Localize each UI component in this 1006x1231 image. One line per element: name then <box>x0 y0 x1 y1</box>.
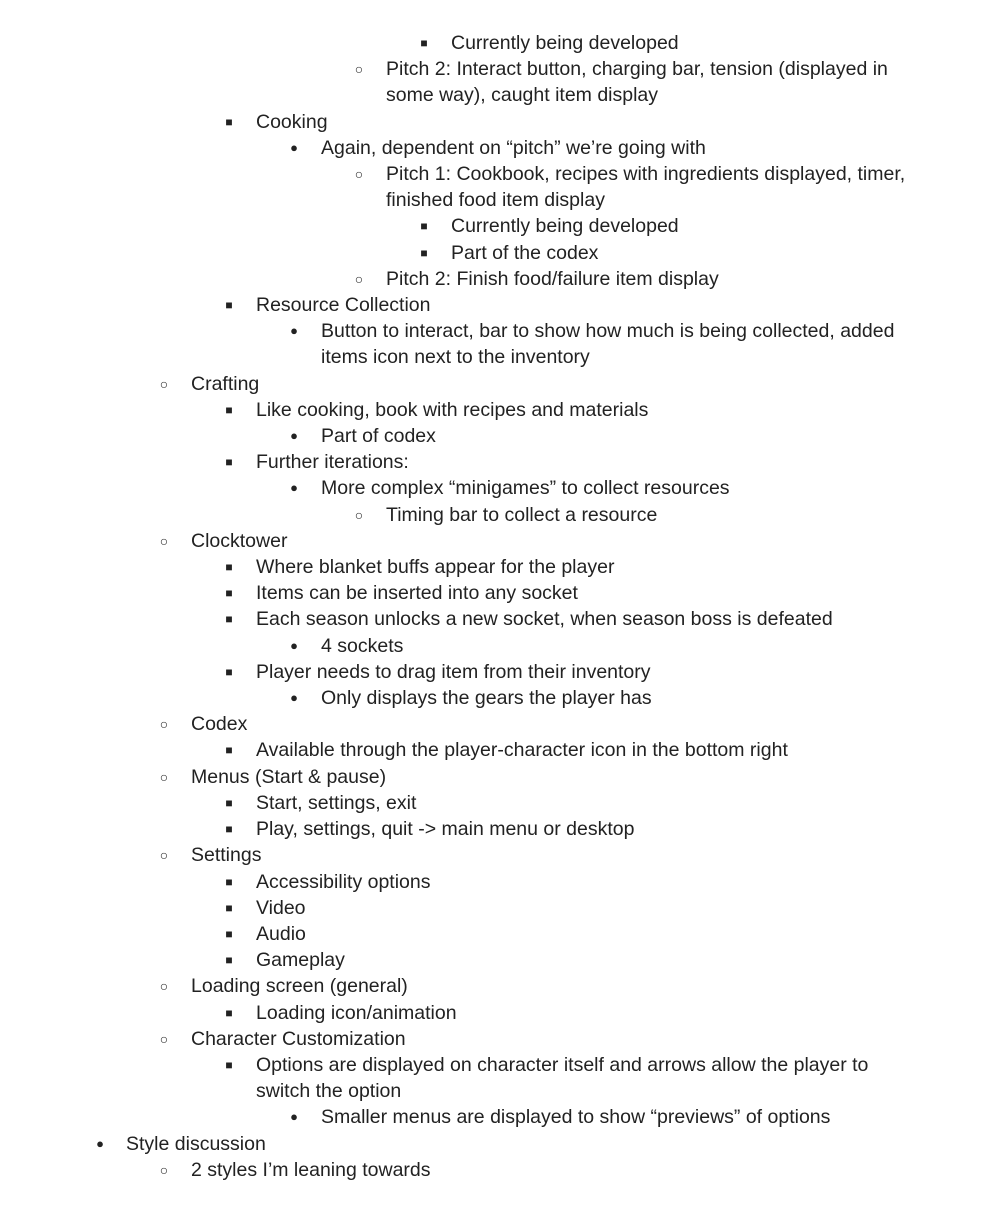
list-item-text: Pitch 2: Finish food/failure item display <box>386 267 719 290</box>
square-bullet-icon: ■ <box>225 298 233 313</box>
open-circle-bullet-icon: ○ <box>354 61 364 78</box>
filled-circle-bullet-icon: ● <box>290 480 298 496</box>
list-item-text: Where blanket buffs appear for the player <box>256 556 615 579</box>
open-circle-bullet-icon: ○ <box>354 270 364 287</box>
list-item <box>0 1131 1006 1157</box>
square-bullet-icon: ■ <box>420 219 428 234</box>
list-item <box>0 1157 1006 1183</box>
list-item-text: Video <box>256 896 306 919</box>
list-item-text: 2 styles I’m leaning towards <box>191 1158 431 1181</box>
list-item-text: Only displays the gears the player has <box>321 687 652 710</box>
list-item <box>0 423 1006 449</box>
list-item <box>0 1052 1006 1104</box>
list-item <box>0 633 1006 659</box>
list-item <box>0 685 1006 711</box>
list-item <box>0 161 1006 213</box>
list-item <box>0 1000 1006 1026</box>
list-item-text: Player needs to drag item from their inventory <box>256 660 651 683</box>
list-item <box>0 869 1006 895</box>
square-bullet-icon: ■ <box>225 612 233 627</box>
list-item-text: Gameplay <box>256 949 345 972</box>
list-item <box>0 973 1006 999</box>
list-item <box>0 135 1006 161</box>
list-item <box>0 1026 1006 1052</box>
square-bullet-icon: ■ <box>225 664 233 679</box>
list-item <box>0 711 1006 737</box>
square-bullet-icon: ■ <box>225 560 233 575</box>
list-item-text: Each season unlocks a new socket, when season boss is defeated <box>256 608 833 631</box>
list-item-text: Currently being developed <box>451 32 679 54</box>
list-item-text: Again, dependent on “pitch” we’re going with <box>321 136 706 159</box>
list-item <box>0 318 1006 370</box>
list-item-text: Options are displayed on character itself and arrows allow the player to switch the option <box>256 1053 869 1103</box>
filled-circle-bullet-icon: ● <box>290 637 298 653</box>
list-item <box>0 240 1006 266</box>
list-item <box>0 947 1006 973</box>
list-item <box>0 554 1006 580</box>
list-item <box>0 502 1006 528</box>
square-bullet-icon: ■ <box>225 586 233 601</box>
open-circle-bullet-icon: ○ <box>159 768 169 785</box>
list-item <box>0 895 1006 921</box>
list-item <box>0 475 1006 501</box>
list-item <box>0 816 1006 842</box>
list-item <box>0 56 1006 108</box>
list-item-text: Available through the player-character icon in the bottom right <box>256 739 788 762</box>
square-bullet-icon: ■ <box>225 1057 233 1072</box>
list-item-text: Button to interact, bar to show how much is being collected, added items icon next to the inventory <box>321 320 895 369</box>
square-bullet-icon: ■ <box>225 455 233 470</box>
list-item-text: Loading icon/animation <box>256 1001 457 1024</box>
list-item <box>0 842 1006 868</box>
list-item-text: Loading screen (general) <box>191 975 408 998</box>
filled-circle-bullet-icon: ● <box>290 428 298 444</box>
list-item-text: Character Customization <box>191 1027 406 1050</box>
list-item <box>0 292 1006 318</box>
list-item-text: Accessibility options <box>256 870 431 893</box>
list-item <box>0 266 1006 292</box>
list-item <box>0 790 1006 816</box>
list-item <box>0 737 1006 763</box>
filled-circle-bullet-icon: ● <box>96 1135 104 1151</box>
list-item <box>0 580 1006 606</box>
square-bullet-icon: ■ <box>225 114 233 129</box>
filled-circle-bullet-icon: ● <box>290 323 298 339</box>
list-item-text: Crafting <box>191 372 260 395</box>
square-bullet-icon: ■ <box>225 822 233 837</box>
list-item-text: Further iterations: <box>256 451 409 474</box>
list-item <box>0 397 1006 423</box>
open-circle-bullet-icon: ○ <box>354 166 364 183</box>
filled-circle-bullet-icon: ● <box>290 139 298 155</box>
list-item-text: Timing bar to collect a resource <box>386 503 658 526</box>
document-body <box>0 30 1006 1183</box>
list-item <box>0 606 1006 632</box>
open-circle-bullet-icon: ○ <box>159 978 169 995</box>
open-circle-bullet-icon: ○ <box>159 375 169 392</box>
open-circle-bullet-icon: ○ <box>159 716 169 733</box>
list-item-text: 4 sockets <box>321 634 404 657</box>
list-item-text: Cooking <box>256 110 328 133</box>
list-item <box>0 449 1006 475</box>
list-item <box>0 528 1006 554</box>
square-bullet-icon: ■ <box>225 402 233 417</box>
open-circle-bullet-icon: ○ <box>159 1161 169 1178</box>
open-circle-bullet-icon: ○ <box>159 1030 169 1047</box>
square-bullet-icon: ■ <box>225 795 233 810</box>
list-item-text: Pitch 2: Interact button, charging bar, tension (displayed in some way), caught item display <box>386 58 888 107</box>
list-item-text: Resource Collection <box>256 294 431 317</box>
list-item-text: Currently being developed <box>451 215 679 238</box>
list-item-text: Pitch 1: Cookbook, recipes with ingredients displayed, timer, finished food item display <box>386 163 906 212</box>
list-item-text: Start, settings, exit <box>256 791 417 814</box>
square-bullet-icon: ■ <box>420 36 428 50</box>
square-bullet-icon: ■ <box>225 900 233 915</box>
list-item-text: More complex “minigames” to collect resources <box>321 477 730 500</box>
list-item-text: Part of the codex <box>451 241 599 264</box>
list-item-text: Items can be inserted into any socket <box>256 582 578 605</box>
list-item-text: Play, settings, quit -> main menu or desktop <box>256 818 635 841</box>
list-item-text: Codex <box>191 713 248 736</box>
list-item <box>0 659 1006 685</box>
list-item <box>0 921 1006 947</box>
square-bullet-icon: ■ <box>225 926 233 941</box>
list-item-text: Clocktower <box>191 529 288 552</box>
open-circle-bullet-icon: ○ <box>159 847 169 864</box>
list-item-text: Style discussion <box>126 1132 266 1155</box>
list-item <box>0 371 1006 397</box>
list-item-text: Smaller menus are displayed to show “previews” of options <box>321 1106 831 1129</box>
list-item <box>0 109 1006 135</box>
square-bullet-icon: ■ <box>225 953 233 968</box>
list-item <box>0 764 1006 790</box>
filled-circle-bullet-icon: ● <box>290 690 298 706</box>
list-item-text: Audio <box>256 922 306 945</box>
square-bullet-icon: ■ <box>420 245 428 260</box>
open-circle-bullet-icon: ○ <box>354 506 364 523</box>
square-bullet-icon: ■ <box>225 874 233 889</box>
list-item-text: Menus (Start & pause) <box>191 765 387 788</box>
open-circle-bullet-icon: ○ <box>159 532 169 549</box>
list-item-text: Settings <box>191 844 262 867</box>
square-bullet-icon: ■ <box>225 743 233 758</box>
list-item-text: Like cooking, book with recipes and materials <box>256 398 649 421</box>
filled-circle-bullet-icon: ● <box>290 1109 298 1125</box>
list-item-text: Part of codex <box>321 425 436 448</box>
list-item <box>0 30 1006 56</box>
list-item <box>0 1104 1006 1130</box>
list-item <box>0 213 1006 239</box>
square-bullet-icon: ■ <box>225 1005 233 1020</box>
